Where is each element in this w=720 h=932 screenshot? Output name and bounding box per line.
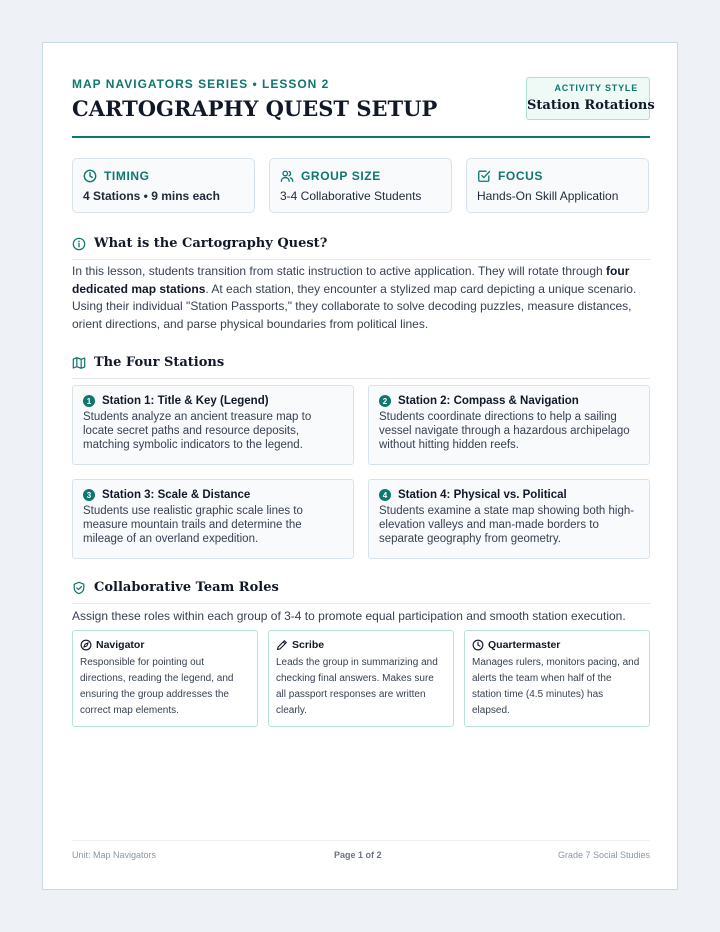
map-icon [72, 356, 86, 370]
station-description: Students examine a state map showing both high-elevation valleys and man-made borders to separate geography from geometry. [379, 505, 635, 545]
section-heading-quest [72, 236, 650, 260]
activity-style-value: Station Rotations [527, 98, 655, 113]
station-description: Students use realistic graphic scale lines to measure mountain trails and determine the mileage of an overland expedition. [83, 505, 303, 545]
info-label-timing: TIMING [104, 169, 150, 183]
footer-unit: Unit: Map Navigators [72, 850, 157, 860]
roles-intro: Assign these roles within each group of 3-4 to promote equal participation and smooth station execution. [72, 609, 626, 623]
station-description: Students coordinate directions to help a sailing vessel navigate through a hazardous archipelago without hitting hidden reefs. [379, 411, 630, 451]
document-page [42, 42, 678, 890]
station-title: Station 4: Physical vs. Political [398, 489, 567, 501]
info-value-group-size: 3-4 Collaborative Students [280, 189, 422, 203]
pencil-icon [276, 639, 288, 651]
role-description: Leads the group in summarizing and checking final answers. Makes sure all passport responses are written clearly. [276, 657, 438, 716]
role-card-navigator [72, 630, 258, 727]
section-title-roles: Collaborative Team Roles [94, 580, 279, 595]
station-number-badge: 1 [83, 395, 95, 407]
checkbox-icon [477, 169, 491, 183]
station-card-3 [72, 479, 354, 559]
quest-paragraph [72, 263, 650, 333]
station-title: Station 2: Compass & Navigation [398, 395, 579, 407]
clock-icon [472, 639, 484, 651]
shield-check-icon [72, 581, 86, 595]
page-footer [72, 840, 650, 864]
role-card-scribe [268, 630, 454, 727]
section-title-stations: The Four Stations [94, 355, 225, 370]
role-description: Manages rulers, monitors pacing, and alerts the team when half of the station time (4.5 minutes) has elapsed. [472, 657, 640, 716]
info-label-focus: FOCUS [498, 169, 543, 183]
page-title: CARTOGRAPHY QUEST SETUP [72, 96, 438, 121]
footer-page-number: Page 1 of 2 [334, 850, 382, 860]
station-card-4 [368, 479, 650, 559]
role-name: Navigator [96, 639, 145, 651]
info-card-group-size [269, 158, 452, 213]
quest-text-bold: four dedicated map stations [72, 264, 630, 296]
info-label-group-size: GROUP SIZE [301, 169, 381, 183]
activity-style-label: ACTIVITY STYLE [554, 83, 638, 93]
clock-icon [83, 169, 97, 183]
station-number-badge: 4 [379, 489, 391, 501]
role-name: Quartermaster [488, 639, 561, 651]
section-heading-roles [72, 580, 650, 604]
section-title-quest: What is the Cartography Quest? [94, 236, 328, 251]
series-label: MAP NAVIGATORS SERIES • LESSON 2 [72, 77, 330, 91]
page-header [72, 76, 655, 138]
activity-style-box [526, 77, 655, 120]
station-card-2 [368, 385, 650, 465]
info-card-timing [72, 158, 255, 213]
station-title: Station 1: Title & Key (Legend) [102, 395, 269, 407]
users-icon [280, 169, 294, 183]
compass-icon [80, 639, 92, 651]
info-icon [72, 237, 86, 251]
role-card-quartermaster [464, 630, 650, 727]
info-value-focus: Hands-On Skill Application [477, 189, 619, 203]
info-value-timing: 4 Stations • 9 mins each [83, 189, 220, 203]
quest-text-part-2: . At each station, they encounter a stylized map card depicting a unique scenario. Using their individual "Station Passports," they collaborate to solve decoding puzzles, measure distances, orient directions, and parse physical boundaries from political lines. [72, 281, 637, 331]
station-description: Students analyze an ancient treasure map to locate secret paths and resource deposits, matching symbolic indicators to the legend. [83, 411, 312, 451]
station-number-badge: 3 [83, 489, 95, 501]
quest-text-part-1: In this lesson, students transition from static instruction to active application. They will rotate through [72, 264, 607, 278]
station-title: Station 3: Scale & Distance [102, 489, 251, 501]
station-number-badge: 2 [379, 395, 391, 407]
station-card-1 [72, 385, 354, 465]
footer-grade: Grade 7 Social Studies [557, 850, 650, 860]
role-description: Responsible for pointing out directions, reading the legend, and ensuring the group addresses the correct map elements. [80, 657, 234, 716]
section-heading-stations [72, 355, 650, 379]
info-card-focus [466, 158, 649, 213]
role-name: Scribe [292, 639, 325, 651]
